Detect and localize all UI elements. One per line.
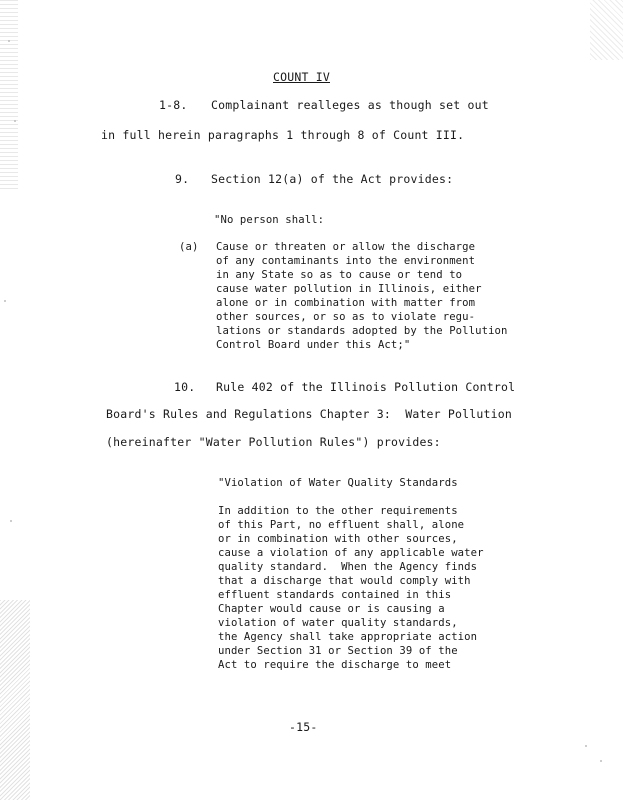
para-10-quote-title: "Violation of Water Quality Standards xyxy=(218,477,458,489)
para-9-item-label: (a) xyxy=(179,241,199,253)
para-10-line-1: Rule 402 of the Illinois Pollution Control xyxy=(216,380,516,394)
para-9-item-line: Cause or threaten or allow the discharge xyxy=(216,241,476,253)
para-9-item-line: Control Board under this Act;" xyxy=(216,339,411,351)
para-10-quote-line: effluent standards contained in this xyxy=(218,589,452,601)
para-10-quote-line: Act to require the discharge to meet xyxy=(218,659,452,671)
para-9-item-line: cause water pollution in Illinois, either xyxy=(216,283,482,295)
para-10-line-3: (hereinafter "Water Pollution Rules") provides: xyxy=(106,435,441,449)
count-heading: COUNT IV xyxy=(273,70,330,84)
para-9-quote-open: "No person shall: xyxy=(214,214,325,226)
para-9-item-line: lations or standards adopted by the Pollution xyxy=(216,325,508,337)
para-10-quote-line: or in combination with other sources, xyxy=(218,533,458,545)
para-10-quote-line: that a discharge that would comply with xyxy=(218,575,471,587)
para-9-intro: Section 12(a) of the Act provides: xyxy=(211,172,454,186)
para-10-number: 10. xyxy=(174,380,196,394)
page-number: -15- xyxy=(289,720,318,734)
para-9-number: 9. xyxy=(175,172,190,186)
para-10-line-2: Board's Rules and Regulations Chapter 3: Water Pollution xyxy=(106,407,513,421)
para-10-quote-line: Chapter would cause or is causing a xyxy=(218,603,445,615)
para-10-quote-line: quality standard. When the Agency finds xyxy=(218,561,478,573)
para-10-quote-line: cause a violation of any applicable water xyxy=(218,547,484,559)
para-1-8-line-1: Complainant realleges as though set out xyxy=(211,98,489,112)
para-1-8-number: 1-8. xyxy=(159,98,188,112)
para-10-quote-line: under Section 31 or Section 39 of the xyxy=(218,645,458,657)
para-10-quote-line: the Agency shall take appropriate action xyxy=(218,631,478,643)
para-9-item-line: alone or in combination with matter from xyxy=(216,297,476,309)
para-9-item-line: in any State so as to cause or tend to xyxy=(216,269,463,281)
para-9-item-line: of any contaminants into the environment xyxy=(216,255,476,267)
para-9-item-line: other sources, or so as to violate regu- xyxy=(216,311,476,323)
para-1-8-line-2: in full herein paragraphs 1 through 8 of Count III. xyxy=(101,128,465,142)
para-10-quote-line: violation of water quality standards, xyxy=(218,617,458,629)
para-10-quote-line: In addition to the other requirements xyxy=(218,505,458,517)
para-10-quote-line: of this Part, no effluent shall, alone xyxy=(218,519,465,531)
